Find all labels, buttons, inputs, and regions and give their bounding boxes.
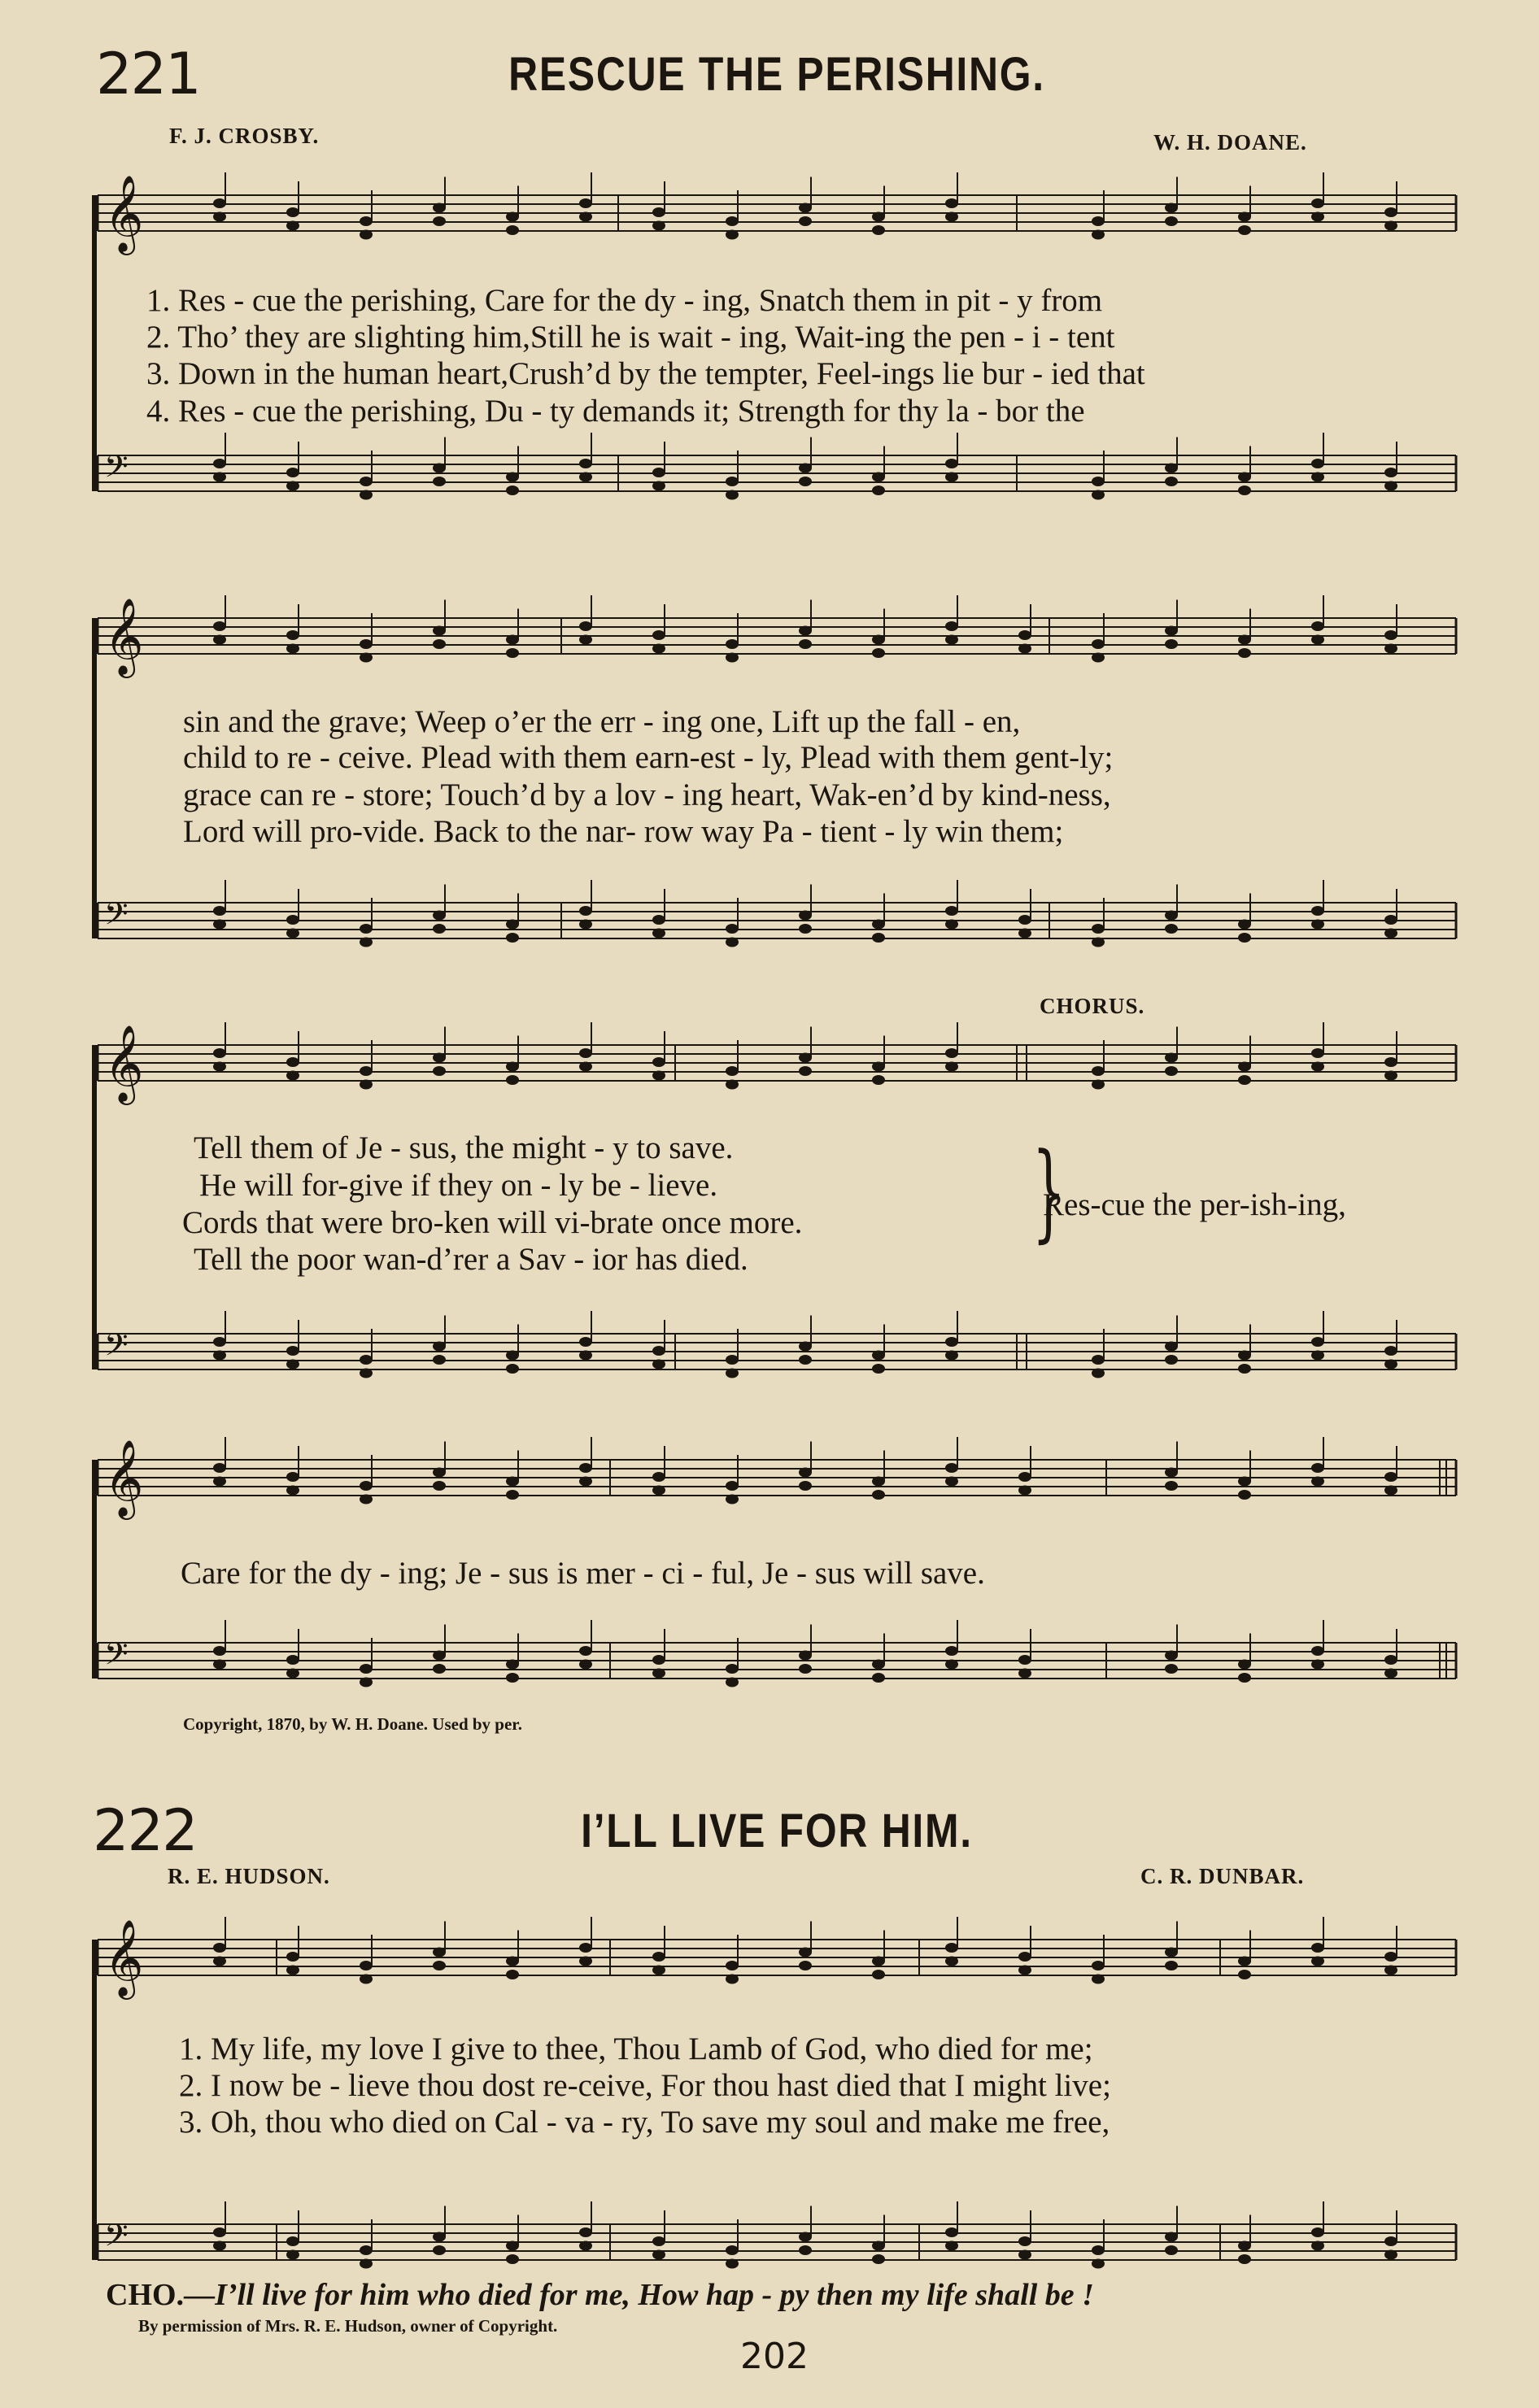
chorus-text: I’ll live for him who died for me, How hap - py then my life shall be ! <box>215 2278 1094 2312</box>
svg-text:𝄢: 𝄢 <box>104 448 129 492</box>
page-number: 202 <box>740 2336 809 2377</box>
chorus-lyrics: Care for the dy - ing; Je - sus is mer - ci - ful, Je - sus will save. <box>181 1556 985 1591</box>
chorus-text: Res-cue the per-ish-ing, <box>1043 1187 1346 1222</box>
svg-text:𝄞: 𝄞 <box>104 175 144 252</box>
chorus-line-222 <box>106 2277 1094 2313</box>
svg-text:𝄢: 𝄢 <box>104 1326 129 1370</box>
svg-text:𝄞: 𝄞 <box>104 1439 144 1517</box>
svg-text:𝄢: 𝄢 <box>104 2217 129 2261</box>
hymn-title: RESCUE THE PERISHING. <box>508 48 1045 101</box>
hymn-number: 222 <box>93 1797 197 1864</box>
lyricist-credit: F. J. CROSBY. <box>169 124 320 148</box>
svg-text:𝄢: 𝄢 <box>104 895 129 939</box>
verse-line: 3. Oh, thou who died on Cal - va - ry, To save my soul and make me free, <box>179 2105 1110 2140</box>
verse-line: 1. Res - cue the perishing, Care for the dy - ing, Snatch them in pit - y from <box>146 283 1103 318</box>
hymn-number: 221 <box>96 41 200 107</box>
svg-text:𝄞: 𝄞 <box>104 1025 144 1102</box>
verse-line: sin and the grave; Weep o’er the err - ing one, Lift up the fall - en, <box>183 704 1021 739</box>
verse-line: Tell them of Je - sus, the might - y to save. <box>194 1130 734 1165</box>
verse-line: 2. Tho’ they are slighting him,Still he is wait - ing, Wait-ing the pen - i - tent <box>146 320 1115 355</box>
svg-text:𝄞: 𝄞 <box>104 598 144 675</box>
composer-credit: C. R. DUNBAR. <box>1140 1864 1305 1888</box>
verse-line: 1. My life, my love I give to thee, Thou Lamb of God, who died for me; <box>179 2031 1093 2066</box>
lyricist-credit: R. E. HUDSON. <box>168 1864 330 1888</box>
copyright-notice: Copyright, 1870, by W. H. Doane. Used by per. <box>183 1714 522 1734</box>
verse-line: He will for-give if they on - ly be - lieve. <box>199 1168 718 1203</box>
verse-line: 3. Down in the human heart,Crush’d by the tempter, Feel-ings lie bur - ied that <box>146 356 1145 391</box>
verse-brace: } <box>1031 1130 1066 1253</box>
verse-line: child to re - ceive. Plead with them earn-est - ly, Plead with them gent-ly; <box>183 740 1114 775</box>
verse-line: Lord will pro-vide. Back to the nar- row way Pa - tient - ly win them; <box>183 814 1064 849</box>
permission-notice: By permission of Mrs. R. E. Hudson, owner of Copyright. <box>138 2316 558 2336</box>
svg-text:𝄢: 𝄢 <box>104 1635 129 1679</box>
svg-text:𝄞: 𝄞 <box>104 1919 144 1997</box>
verse-line: Cords that were bro-ken will vi-brate once more. <box>182 1205 803 1240</box>
chorus-label: CHORUS. <box>1040 994 1145 1018</box>
composer-credit: W. H. DOANE. <box>1153 130 1307 155</box>
verse-line: 4. Res - cue the perishing, Du - ty demands it; Strength for thy la - bor the <box>146 394 1085 429</box>
chorus-prefix: CHO.— <box>106 2278 216 2312</box>
verse-line: grace can re - store; Touch’d by a lov - ing heart, Wak-en’d by kind-ness, <box>183 777 1111 812</box>
verse-line: Tell the poor wan-d’rer a Sav - ior has died. <box>194 1242 748 1277</box>
verse-line: 2. I now be - lieve thou dost re-ceive, For thou hast died that I might live; <box>179 2068 1111 2103</box>
hymn-title: I’LL LIVE FOR HIM. <box>581 1805 973 1857</box>
